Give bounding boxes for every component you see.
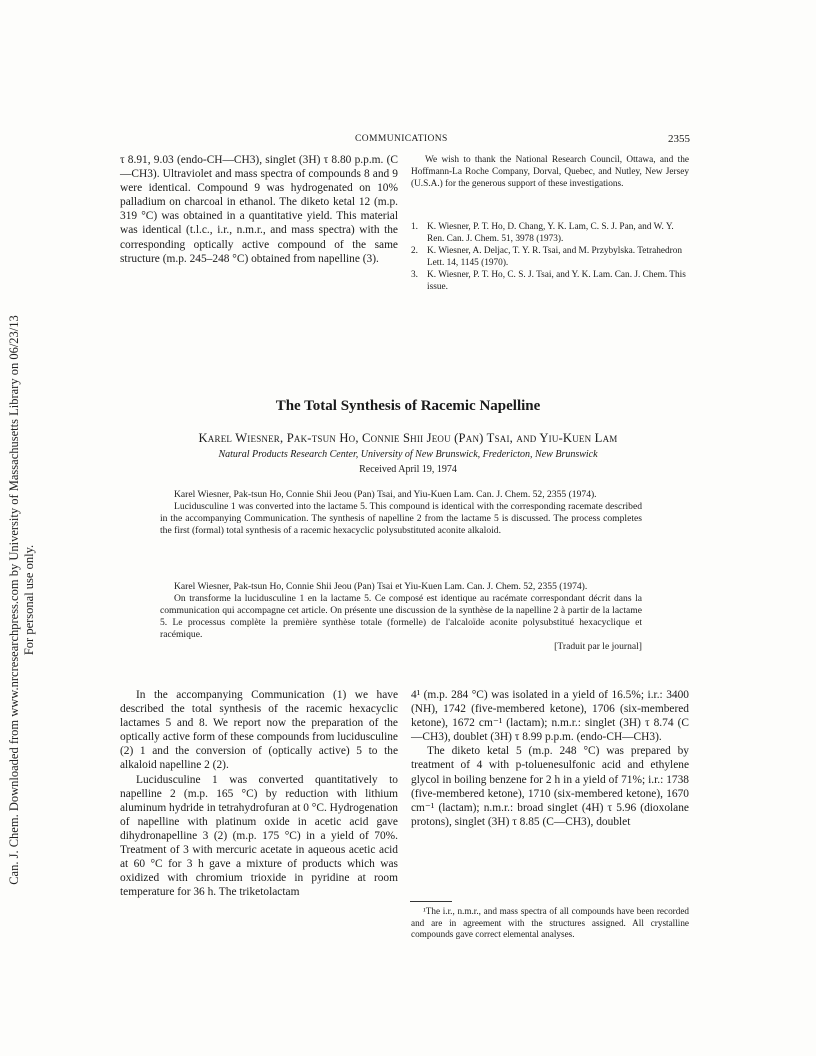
reference-list — [411, 222, 689, 293]
reference-text: K. Wiesner, P. T. Ho, D. Chang, Y. K. Lam, C. S. J. Pan, and W. Y. Ren. Can. J. Chem. 51, 3978 (1973). — [427, 222, 674, 244]
abstract-french-citation: Karel Wiesner, Pak-tsun Ho, Connie Shii Jeou (Pan) Tsai et Yiu-Kuen Lam. Can. J. Chem. 52, 2355 (1974). — [174, 581, 588, 592]
footnote — [411, 906, 689, 941]
abstract-english — [160, 489, 642, 537]
footnote-rule — [410, 901, 452, 902]
running-head-section: COMMUNICATIONS — [355, 134, 448, 144]
body-paragraph: The diketo ketal 5 (m.p. 248 °C) was prepared by treatment of 4 with p-toluenesulfonic acid and ethylene glycol in boiling benzene for 2 h in a yield of 71%; i.r.: 1738 (five-membered ketone), 1710 (six-membered ketone), 1670 cm⁻¹ (lactam); n.m.r.: broad singlet (4H) τ 5.96 (dioxolane protons), singlet (3H) τ 8.85 (C—CH3), doublet — [411, 745, 689, 828]
reference-item — [411, 246, 689, 270]
download-stamp-text — [7, 315, 37, 885]
body-paragraph: Lucidusculine 1 was converted quantitatively to napelline 2 (m.p. 165 °C) by reduction with lithium aluminum hydride in tetrahydrofuran at 0 °C. Hydrogenation of napelline with platinum oxide in acetic acid gave dihydronapelline 3 (2) (m.p. 175 °C) in a yield of 70%. Treatment of 3 with mercuric acetate in aqueous acetic acid at 60 °C for 3 h gave a mixture of products which was oxidized with chromium trioxide in pyridine at room temperature for 36 h. The triketolactam — [120, 773, 398, 899]
reference-number: 3. — [411, 269, 418, 280]
article-affiliation: Natural Products Research Center, University of New Brunswick, Fredericton, New Brunswick — [218, 449, 598, 460]
body-right-column — [411, 688, 689, 829]
acknowledgement-text: We wish to thank the National Research Council, Ottawa, and the Hoffmann-La Roche Company, Dorval, Quebec, and Nutley, New Jersey (U.S.A.) for the generous support of these investigations. — [411, 155, 689, 189]
article-title: The Total Synthesis of Racemic Napelline — [275, 398, 541, 414]
download-stamp-line-1: Can. J. Chem. Downloaded from www.nrcresearchpress.com by University of Massachusetts Library on 06/23/13 — [7, 315, 21, 885]
abstract-french-text: On transforme la lucidusculine 1 en la lactame 5. Ce composé est identique au racémate correspondant décrit dans la communication qui accompagne cet article. On présente une discussion de la synthèse de la napelline 2 à partir de la lactame 5. Le processus complète la première synthèse totale (formelle) de l'alcaloïde aconite polysubstitué hexacyclique et racémique. — [160, 592, 642, 640]
body-left-column — [120, 688, 398, 899]
reference-item — [411, 270, 689, 294]
received-date: Received April 19, 1974 — [359, 464, 457, 475]
acknowledgement — [411, 155, 689, 191]
previous-article-paragraph: τ 8.91, 9.03 (endo-CH—CH3), singlet (3H) τ 8.80 p.p.m. (C—CH3). Ultraviolet and mass spectra of compounds 8 and 9 were identical. Compound 9 was hydrogenated on 10% palladium on charcoal in ethanol. The diketo ketal 12 (m.p. 319 °C) was obtained in a quantitative yield. This material was identical (t.l.c., i.r., n.m.r., and mass spectra) with the corresponding optically active compound of the same structure (m.p. 245–248 °C) obtained from napelline (3). — [120, 154, 398, 265]
reference-text: K. Wiesner, P. T. Ho, C. S. J. Tsai, and Y. K. Lam. Can. J. Chem. This issue. — [427, 269, 686, 292]
article-authors: Karel Wiesner, Pak-tsun Ho, Connie Shii Jeou (Pan) Tsai, and Yiu-Kuen Lam — [198, 431, 618, 445]
previous-article-continuation — [120, 153, 398, 266]
abstract-english-citation: Karel Wiesner, Pak-tsun Ho, Connie Shii Jeou (Pan) Tsai, and Yiu-Kuen Lam. Can. J. Chem. 52, 2355 (1974). — [174, 489, 597, 500]
download-stamp-line-2: For personal use only. — [22, 544, 36, 656]
download-stamp — [0, 0, 44, 1056]
reference-item — [411, 222, 689, 246]
reference-number: 1. — [411, 222, 418, 232]
body-paragraph: In the accompanying Communication (1) we have described the total synthesis of the racemic hexacyclic lactames 5 and 8. We report now the preparation of the optically active form of these compounds from lucidusculine (2) 1 and the conversion of (optically active) 5 to the alkaloid napelline 2 (2). — [120, 689, 398, 772]
translator-note: [Traduit par le journal] — [554, 640, 642, 652]
reference-number: 2. — [411, 245, 418, 256]
footnote-text: ¹The i.r., n.m.r., and mass spectra of all compounds have been recorded and are in agreement with the structures assigned. All crystalline compounds gave correct elemental analyses. — [411, 906, 689, 940]
page-number: 2355 — [668, 133, 690, 145]
abstract-english-text: Lucidusculine 1 was converted into the lactame 5. This compound is identical with the corresponding racemate described in the accompanying Communication. The synthesis of napelline 2 from the lactame 5 is discussed. The process completes the first (formal) total synthesis of a racemic hexacyclic polysubstituted aconite alkaloid. — [160, 500, 642, 536]
reference-text: K. Wiesner, A. Deljac, T. Y. R. Tsai, and M. Przybylska. Tetrahedron Lett. 14, 1145 (1970). — [427, 245, 683, 268]
abstract-french — [160, 581, 642, 652]
body-paragraph: 4¹ (m.p. 284 °C) was isolated in a yield of 16.5%; i.r.: 3400 (NH), 1742 (five-membered ketone), 1706 (six-membered ketone), 1672 cm⁻¹ (lactam); n.m.r.: singlet (3H) τ 8.74 (C—CH3), doublet (3H) τ 8.99 p.p.m. (endo-CH—CH3). — [411, 689, 689, 744]
